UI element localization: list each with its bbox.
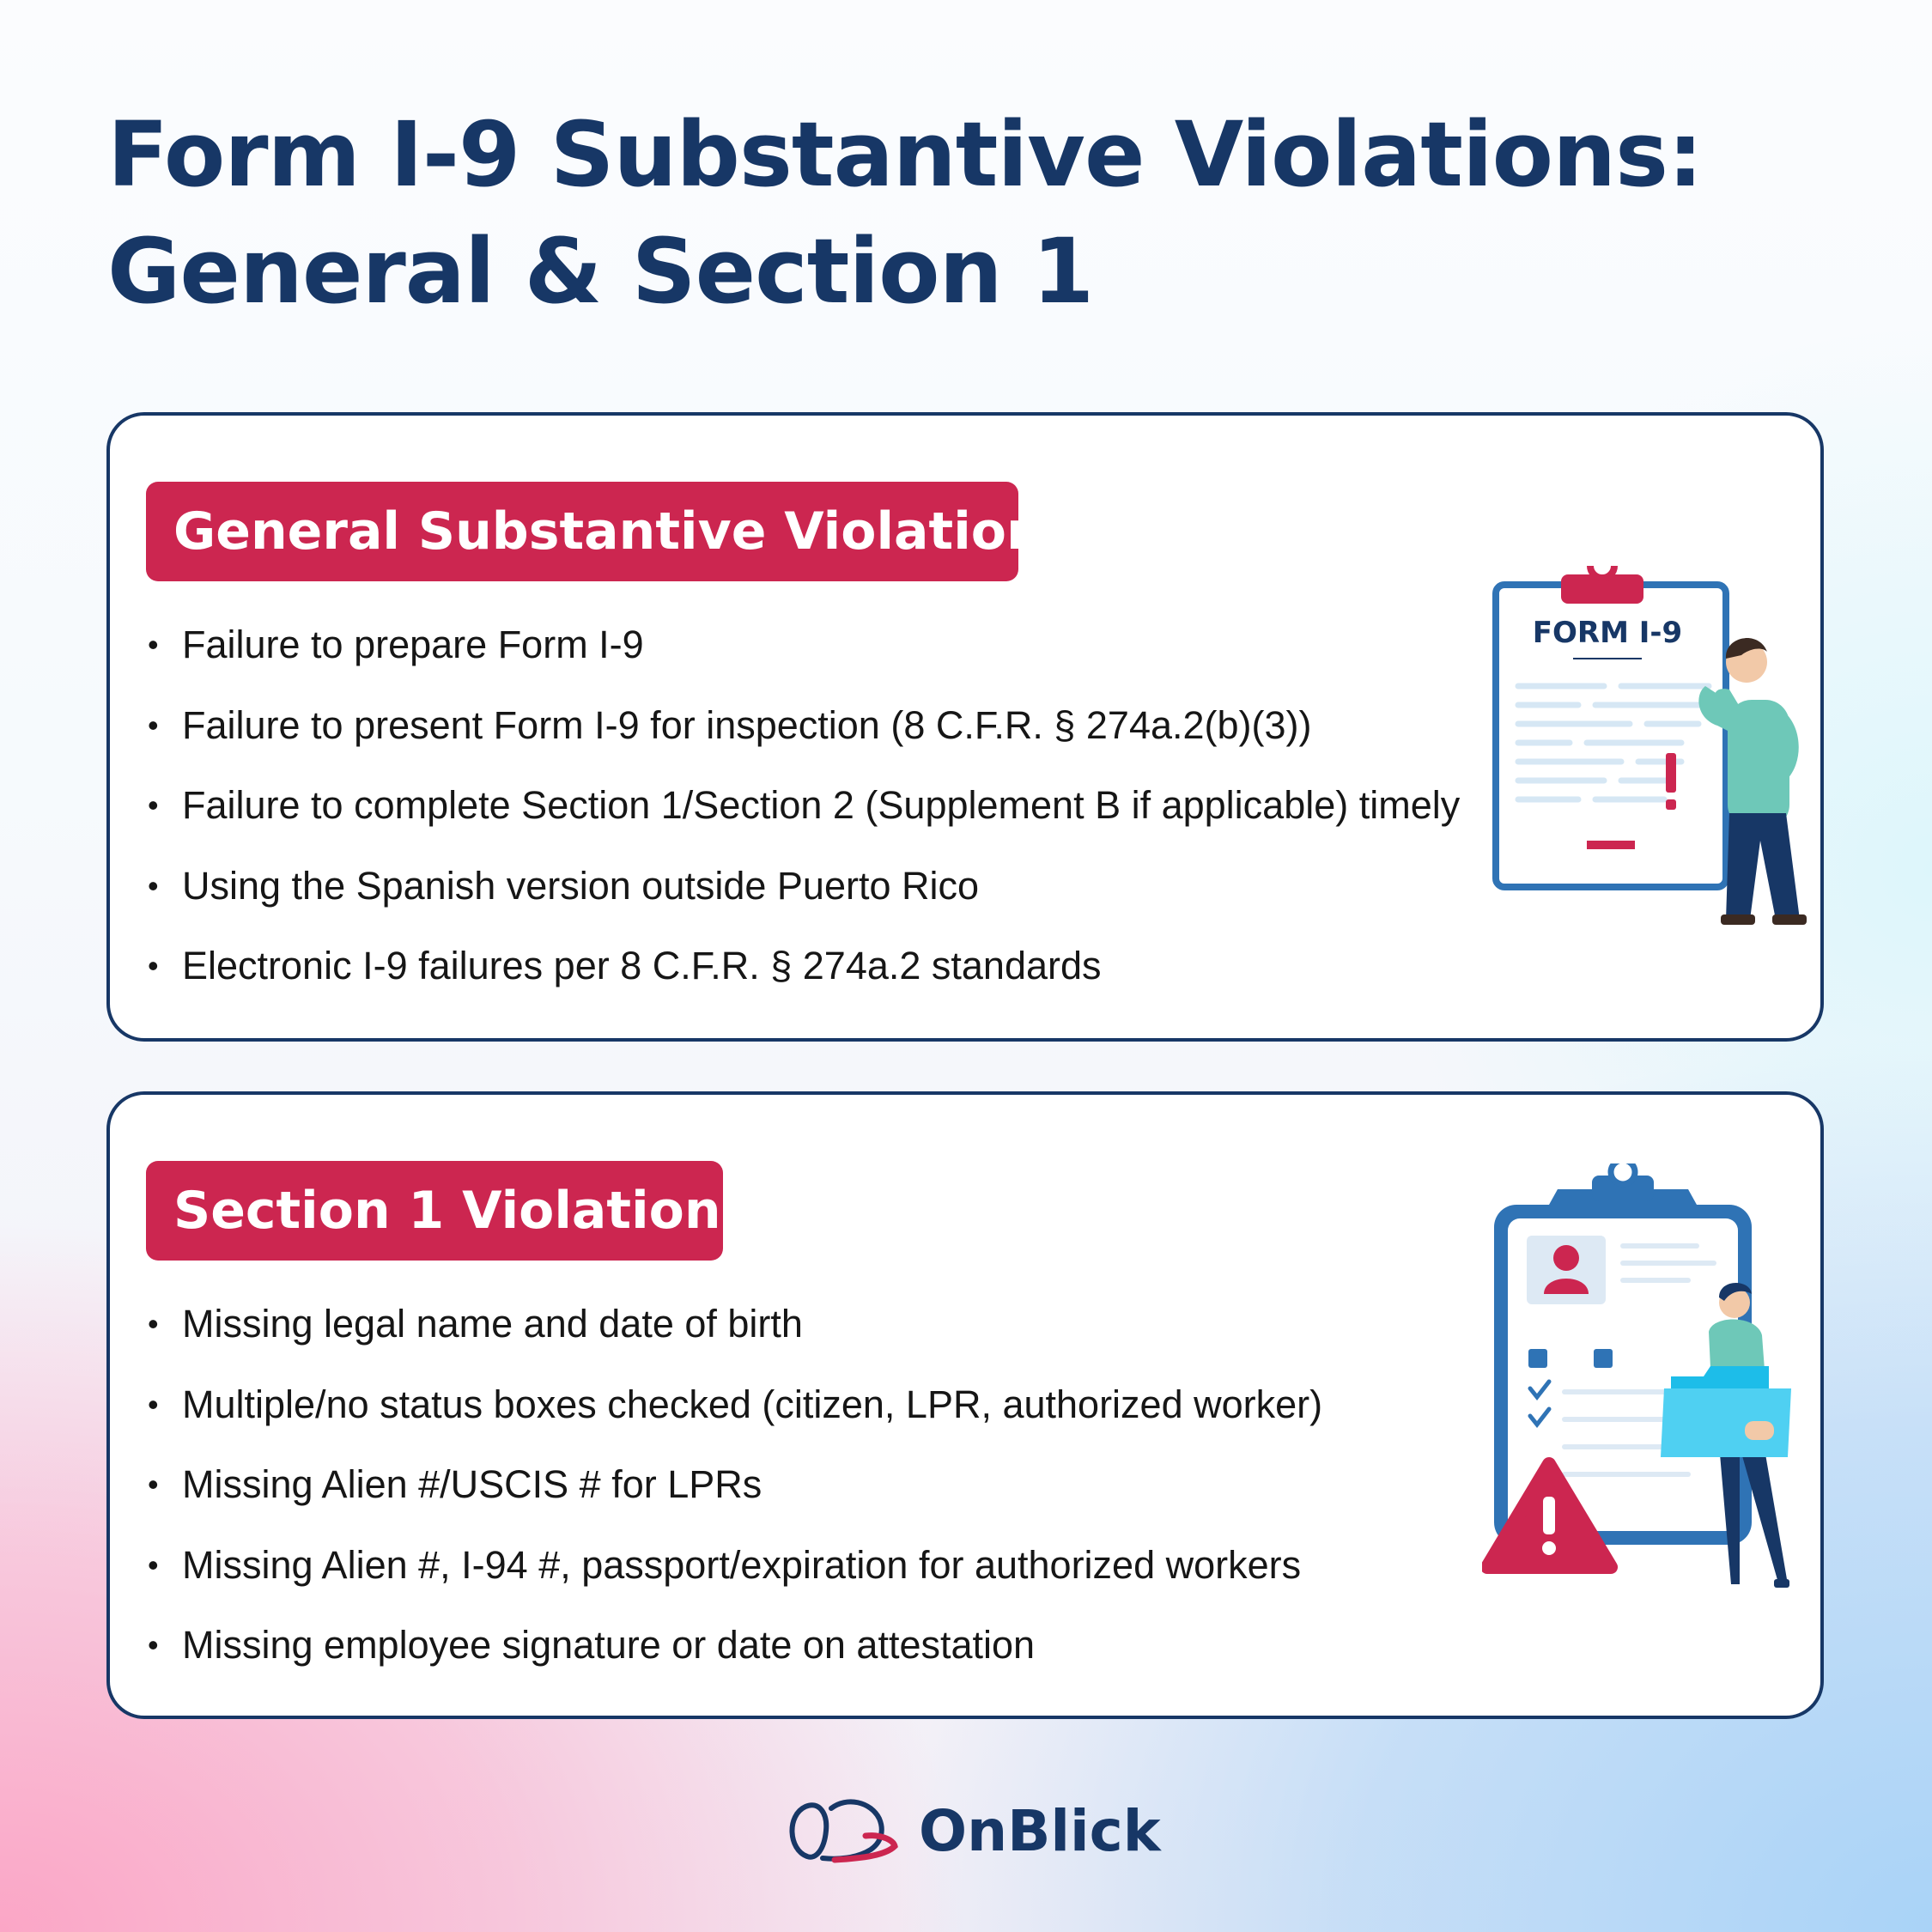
section-heading-general: General Substantive Violations	[146, 482, 1018, 581]
list-item	[148, 1605, 1607, 1686]
form-i9-label: FORM I-9	[1532, 616, 1683, 650]
brand-name: OnBlick	[919, 1797, 1161, 1864]
brand-logo	[783, 1786, 1161, 1875]
general-violations-list	[148, 605, 1607, 1006]
list-item-text: Missing legal name and date of birth	[182, 1302, 803, 1346]
list-item-text: Missing Alien #, I-94 #, passport/expiration for authorized workers	[182, 1542, 1302, 1587]
bullet: •	[148, 707, 159, 743]
bullet: •	[148, 948, 159, 983]
page-title-line-1: Form I-9 Substantive Violations:	[107, 102, 1703, 207]
bullet: •	[148, 1386, 159, 1422]
list-item	[148, 1444, 1607, 1525]
section1-violations-list	[148, 1284, 1607, 1686]
list-item	[148, 1364, 1607, 1445]
bullet: •	[148, 1306, 159, 1341]
list-item	[148, 926, 1607, 1006]
list-item-text: Failure to present Form I-9 for inspection (8 C.F.R. § 274a.2(b)(3))	[182, 702, 1312, 747]
list-item-text: Using the Spanish version outside Puerto Rico	[182, 863, 980, 908]
clipboard-form-i9-illustration-icon	[1484, 566, 1810, 927]
list-item-text: Missing Alien #/USCIS # for LPRs	[182, 1462, 762, 1506]
list-item	[148, 846, 1607, 927]
bullet: •	[148, 787, 159, 823]
section-heading-section1: Section 1 Violations	[146, 1161, 723, 1261]
list-item-text: Electronic I-9 failures per 8 C.F.R. § 274a.2 standards	[182, 944, 1102, 987]
list-item	[148, 765, 1607, 846]
list-item-text: Failure to complete Section 1/Section 2 (Supplement B if applicable) timely	[182, 783, 1461, 827]
general-violations-card	[106, 412, 1824, 1042]
list-item-text: Failure to prepare Form I-9	[182, 623, 644, 666]
section1-violations-card	[106, 1091, 1824, 1719]
bullet: •	[148, 867, 159, 903]
onblick-logo-icon	[783, 1789, 903, 1872]
bullet: •	[148, 1546, 159, 1583]
list-item	[148, 1525, 1607, 1606]
clipboard-profile-warning-illustration-icon	[1482, 1163, 1817, 1662]
list-item	[148, 685, 1607, 766]
list-item	[148, 605, 1607, 685]
page-title-line-2: General & Section 1	[107, 219, 1094, 324]
bullet: •	[148, 1627, 159, 1662]
list-item	[148, 1284, 1607, 1364]
list-item-text: Multiple/no status boxes checked (citizen, LPR, authorized worker)	[182, 1382, 1323, 1426]
page-title	[107, 96, 1703, 330]
list-item-text: Missing employee signature or date on attestation	[182, 1623, 1036, 1667]
bullet: •	[148, 627, 159, 662]
bullet: •	[148, 1467, 159, 1502]
